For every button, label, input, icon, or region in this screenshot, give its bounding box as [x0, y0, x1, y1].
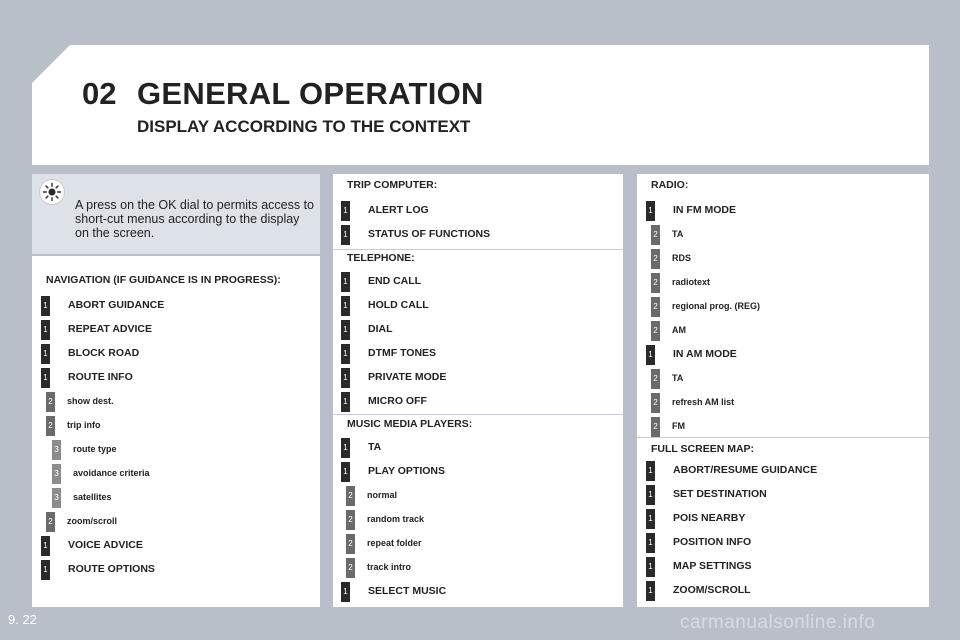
menu-item-label: ABORT GUIDANCE: [68, 299, 165, 311]
level-badge: 2: [651, 297, 660, 317]
menu-item-label: BLOCK ROAD: [68, 347, 140, 359]
level-badge: 1: [646, 557, 655, 577]
level-badge: 1: [341, 392, 350, 412]
level-badge: 2: [346, 486, 355, 506]
menu-item-label: RDS: [672, 253, 692, 263]
level-badge: 2: [651, 321, 660, 341]
tip-text: A press on the OK dial to permits access to short-cut menus according to the display on the screen.: [75, 198, 315, 240]
level-badge: 2: [651, 225, 660, 245]
level-badge: 2: [651, 249, 660, 269]
sun-bulb-icon: [40, 180, 64, 204]
chapter-number: 02: [82, 76, 117, 111]
menu-item-label: IN AM MODE: [673, 348, 737, 360]
level-badge: 2: [46, 416, 55, 436]
level-badge: 1: [341, 344, 350, 364]
menu-item-label: TA: [368, 441, 382, 453]
level-badge: 1: [341, 320, 350, 340]
menu-item-label: radiotext: [672, 277, 711, 287]
level-badge: 2: [46, 392, 55, 412]
level-badge: 1: [646, 581, 655, 601]
menu-item-label: DTMF TONES: [368, 347, 437, 359]
menu-item-label: END CALL: [368, 275, 422, 287]
level-badge: 1: [341, 201, 350, 221]
level-badge: 1: [341, 582, 350, 602]
level-badge: 1: [646, 201, 655, 221]
level-badge: 2: [651, 369, 660, 389]
menu-item-label: ALERT LOG: [368, 204, 429, 216]
level-badge: 1: [341, 438, 350, 458]
menu-item-label: STATUS OF FUNCTIONS: [368, 228, 491, 240]
menu-item-label: repeat folder: [367, 538, 422, 548]
map-heading: FULL SCREEN MAP:: [651, 443, 755, 455]
level-badge: 3: [52, 464, 61, 484]
level-badge: 1: [341, 272, 350, 292]
page-title: GENERAL OPERATION: [137, 76, 484, 111]
menu-item-label: POIS NEARBY: [673, 512, 746, 524]
menu-item-label: PRIVATE MODE: [368, 371, 447, 383]
menu-item-label: normal: [367, 490, 398, 500]
menu-item-label: IN FM MODE: [673, 204, 736, 216]
menu-item-label: refresh AM list: [672, 397, 735, 407]
watermark: carmanualsonline.info: [680, 612, 876, 633]
menu-item-label: ZOOM/SCROLL: [673, 584, 751, 596]
menu-item-label: ROUTE OPTIONS: [68, 563, 155, 575]
menu-item-label: satellites: [73, 492, 112, 502]
radio-heading: RADIO:: [651, 179, 689, 191]
divider: [637, 437, 929, 438]
menu-item-label: POSITION INFO: [673, 536, 752, 548]
level-badge: 2: [651, 393, 660, 413]
level-badge: 1: [41, 296, 50, 316]
level-badge: 2: [651, 273, 660, 293]
level-badge: 1: [646, 461, 655, 481]
level-badge: 1: [646, 485, 655, 505]
level-badge: 1: [41, 536, 50, 556]
level-badge: 1: [41, 560, 50, 580]
divider: [333, 414, 623, 415]
level-badge: 2: [651, 417, 660, 437]
menu-item-label: avoidance criteria: [73, 468, 150, 478]
menu-item-label: TA: [672, 373, 684, 383]
level-badge: 1: [341, 225, 350, 245]
level-badge: 1: [41, 344, 50, 364]
menu-item-label: TA: [672, 229, 684, 239]
menu-item-label: REPEAT ADVICE: [68, 323, 153, 335]
menu-item-label: FM: [672, 421, 685, 431]
navigation-heading: NAVIGATION (IF GUIDANCE IS IN PROGRESS):: [46, 274, 281, 286]
level-badge: 1: [341, 368, 350, 388]
menu-item-label: route type: [73, 444, 117, 454]
menu-item-label: HOLD CALL: [368, 299, 429, 311]
menu-item-label: show dest.: [67, 396, 114, 406]
level-badge: 1: [341, 462, 350, 482]
menu-item-label: regional prog. (REG): [672, 301, 761, 311]
menu-item-label: MICRO OFF: [368, 395, 427, 407]
menu-item-label: trip info: [67, 420, 101, 430]
level-badge: 1: [41, 320, 50, 340]
menu-item-label: ROUTE INFO: [68, 371, 133, 383]
level-badge: 2: [346, 534, 355, 554]
menu-item-label: track intro: [367, 562, 412, 572]
menu-item-label: random track: [367, 514, 425, 524]
page-number: 9. 22: [8, 612, 37, 627]
level-badge: 1: [41, 368, 50, 388]
page-subtitle: DISPLAY ACCORDING TO THE CONTEXT: [137, 117, 471, 136]
level-badge: 1: [646, 533, 655, 553]
menu-item-label: SET DESTINATION: [673, 488, 767, 500]
menu-item-label: DIAL: [368, 323, 393, 335]
level-badge: 3: [52, 488, 61, 508]
divider: [333, 249, 623, 250]
level-badge: 2: [346, 510, 355, 530]
level-badge: 3: [52, 440, 61, 460]
menu-item-label: VOICE ADVICE: [68, 539, 143, 551]
menu-item-label: ABORT/RESUME GUIDANCE: [673, 464, 818, 476]
menu-item-label: AM: [672, 325, 686, 335]
telephone-heading: TELEPHONE:: [347, 252, 415, 264]
level-badge: 2: [46, 512, 55, 532]
menu-item-label: PLAY OPTIONS: [368, 465, 446, 477]
level-badge: 1: [646, 345, 655, 365]
menu-item-label: MAP SETTINGS: [673, 560, 752, 572]
level-badge: 1: [341, 296, 350, 316]
trip-computer-heading: TRIP COMPUTER:: [347, 179, 438, 191]
level-badge: 2: [346, 558, 355, 578]
menu-item-label: zoom/scroll: [67, 516, 118, 526]
level-badge: 1: [646, 509, 655, 529]
menu-item-label: SELECT MUSIC: [368, 585, 447, 597]
music-heading: MUSIC MEDIA PLAYERS:: [347, 418, 473, 430]
